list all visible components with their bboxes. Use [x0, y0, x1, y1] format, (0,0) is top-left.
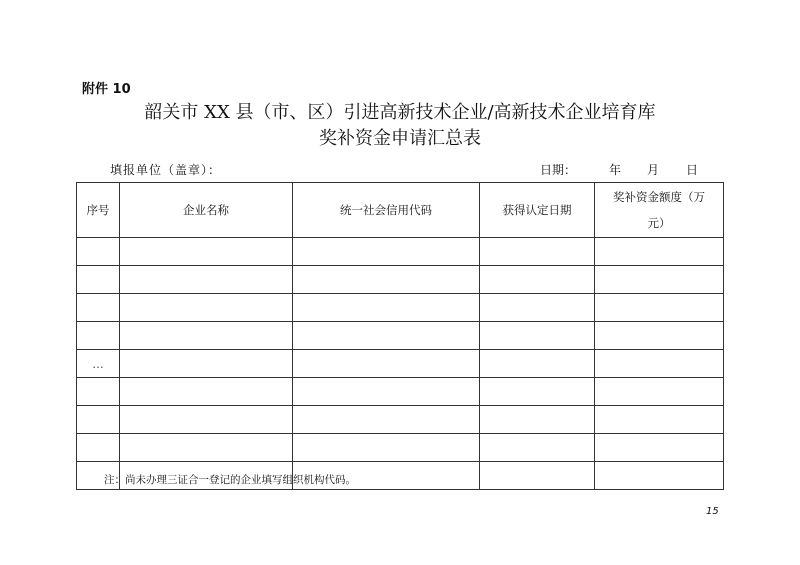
header-subsidy-amount-line1: 奖补资金额度（万	[613, 190, 705, 204]
table-cell[interactable]	[120, 266, 293, 294]
header-serial: 序号	[77, 183, 120, 238]
table-cell[interactable]	[293, 406, 480, 434]
header-company-name: 企业名称	[120, 183, 293, 238]
table-cell[interactable]	[293, 266, 480, 294]
table-cell[interactable]	[293, 322, 480, 350]
table-cell[interactable]	[480, 406, 595, 434]
page-number: 15	[706, 506, 719, 517]
page-title-line1: 韶关市 XX 县（市、区）引进高新技术企业/高新技术企业培育库	[144, 102, 656, 123]
header-subsidy-amount-line2: 元）	[647, 216, 671, 230]
table-cell[interactable]	[480, 462, 595, 490]
table-row	[77, 322, 724, 350]
table-cell[interactable]	[595, 322, 724, 350]
table-row	[77, 434, 724, 462]
page-title-line2: 奖补资金申请汇总表	[319, 128, 481, 149]
table-header-row	[77, 183, 724, 238]
table-cell[interactable]	[293, 434, 480, 462]
table-cell[interactable]	[595, 434, 724, 462]
table-cell[interactable]	[77, 294, 120, 322]
table-cell[interactable]	[120, 378, 293, 406]
date-year: 年	[609, 163, 622, 177]
table-cell[interactable]	[480, 434, 595, 462]
table-cell[interactable]	[120, 406, 293, 434]
date-label: 日期：	[540, 163, 577, 177]
table-row	[77, 350, 724, 378]
table-cell[interactable]	[595, 266, 724, 294]
table-row	[77, 378, 724, 406]
table-cell[interactable]	[77, 434, 120, 462]
header-credit-code: 统一社会信用代码	[293, 183, 480, 238]
date-month: 月	[647, 163, 660, 177]
header-certification-date: 获得认定日期	[480, 183, 595, 238]
table-row	[77, 294, 724, 322]
table-cell[interactable]	[120, 350, 293, 378]
table-cell[interactable]	[293, 378, 480, 406]
table-cell[interactable]	[120, 294, 293, 322]
table-cell[interactable]	[293, 350, 480, 378]
table-row	[77, 266, 724, 294]
summary-table	[76, 182, 724, 490]
footnote: 注：尚未办理三证合一登记的企业填写组织机构代码。	[104, 474, 356, 486]
table-row	[77, 238, 724, 266]
table-cell[interactable]	[595, 406, 724, 434]
table-cell[interactable]	[293, 238, 480, 266]
table-cell[interactable]	[480, 378, 595, 406]
table-cell[interactable]	[120, 238, 293, 266]
table-cell[interactable]	[480, 322, 595, 350]
table-cell[interactable]	[595, 462, 724, 490]
table-cell[interactable]	[480, 350, 595, 378]
table-cell[interactable]	[120, 434, 293, 462]
table-cell[interactable]	[77, 266, 120, 294]
table-cell[interactable]	[77, 378, 120, 406]
table-cell[interactable]	[480, 266, 595, 294]
serial-ellipsis: …	[77, 350, 120, 378]
table-cell[interactable]	[120, 322, 293, 350]
fill-unit-label: 填报单位（盖章）：	[110, 163, 222, 177]
table-cell[interactable]	[595, 350, 724, 378]
table-cell[interactable]	[595, 294, 724, 322]
table-cell[interactable]	[480, 294, 595, 322]
table-cell[interactable]	[480, 238, 595, 266]
table-row	[77, 406, 724, 434]
table-cell[interactable]	[293, 294, 480, 322]
attachment-label: 附件 10	[82, 82, 131, 97]
table-cell[interactable]	[595, 238, 724, 266]
table-cell[interactable]	[77, 238, 120, 266]
table-cell[interactable]	[77, 322, 120, 350]
table-cell[interactable]	[77, 406, 120, 434]
header-subsidy-amount	[595, 183, 724, 238]
date-day: 日	[686, 163, 699, 177]
table-cell[interactable]	[595, 378, 724, 406]
